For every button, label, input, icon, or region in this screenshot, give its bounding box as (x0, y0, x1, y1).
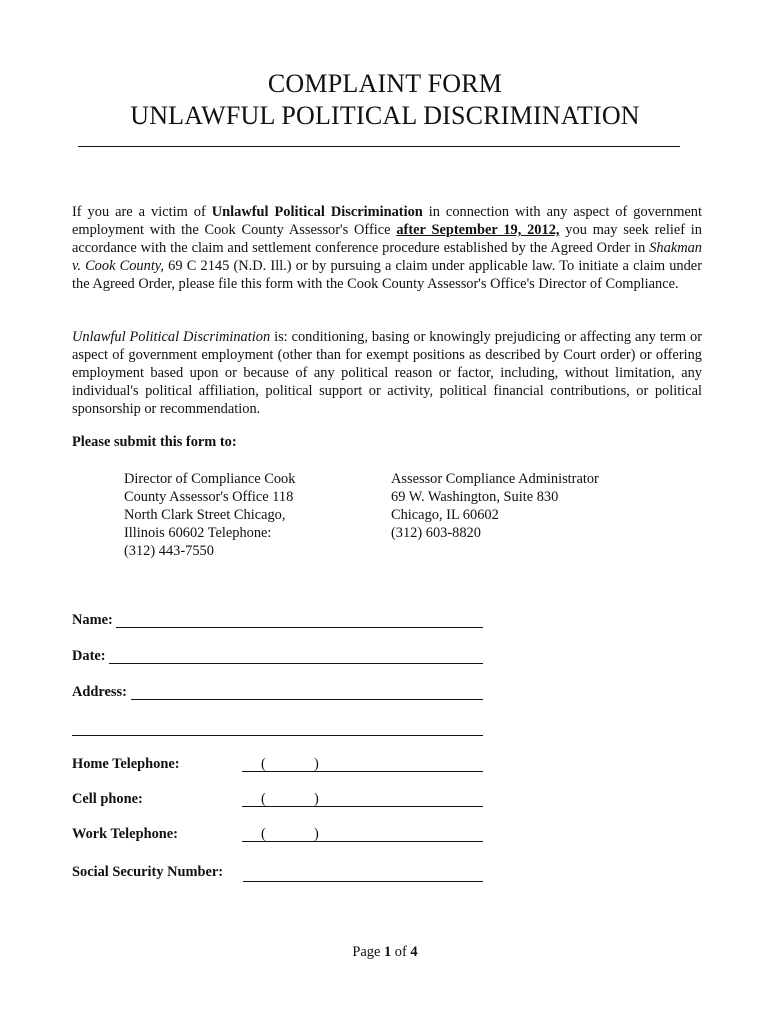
address-right-line: Chicago, IL 60602 (391, 507, 499, 523)
address-left-line: Director of Compliance Cook (124, 471, 296, 487)
address-left-line: North Clark Street Chicago, (124, 507, 286, 523)
page-word: Page (352, 944, 381, 960)
title-divider (78, 146, 680, 147)
intro-bold-term: Unlawful Political Discrimination (211, 204, 423, 220)
work-telephone-input-line[interactable] (242, 841, 483, 842)
of-word: of (394, 944, 407, 960)
cell-area-code-close: ) (314, 791, 319, 807)
address-right-line: Assessor Compliance Administrator (391, 471, 599, 487)
ssn-label: Social Security Number: (72, 864, 224, 880)
address-input-line-1[interactable] (131, 699, 483, 700)
address-right-line: (312) 603-8820 (391, 525, 481, 541)
home-telephone-input-line[interactable] (242, 771, 483, 772)
address-left-line: County Assessor's Office 118 (124, 489, 294, 505)
cell-phone-label: Cell phone: (72, 791, 143, 807)
intro-text-2: in connection with any aspect of government employment with the Cook County Assessor's Office (72, 204, 702, 238)
cell-area-code-open: ( (261, 791, 266, 807)
work-area-code-open: ( (261, 826, 266, 842)
work-telephone-label: Work Telephone: (72, 826, 178, 842)
page-number: 1 (383, 944, 392, 960)
address-left-block (124, 470, 324, 560)
address-input-line-2[interactable] (72, 735, 483, 736)
address-left-line: Illinois 60602 Telephone: (124, 525, 272, 541)
submit-heading: Please submit this form to: (72, 434, 237, 450)
intro-text-1: If you are a victim of (72, 204, 212, 220)
date-input-line[interactable] (109, 663, 483, 664)
home-area-code-close: ) (314, 756, 319, 772)
address-left-line: (312) 443-7550 (124, 543, 214, 559)
intro-paragraph (72, 203, 702, 293)
form-title-line2: UNLAWFUL POLITICAL DISCRIMINATION (130, 101, 640, 130)
ssn-input-line[interactable] (243, 881, 483, 882)
page-total: 4 (410, 944, 418, 960)
address-right-block (391, 470, 631, 542)
intro-case-name: Shakman v. Cook County, (72, 240, 702, 274)
home-telephone-label: Home Telephone: (72, 756, 180, 772)
address-right-line: 69 W. Washington, Suite 830 (391, 489, 559, 505)
name-label: Name: (72, 612, 113, 628)
name-input-line[interactable] (116, 627, 483, 628)
intro-text-4: 69 C 2145 (N.D. Ill.) or by pursuing a claim under applicable law. To initiate a claim under the Agreed Order, please file this form with the Cook County Assessor's Office's Director of Compliance. (72, 258, 702, 292)
intro-date-underlined: after September 19, 2012, (396, 222, 560, 238)
work-area-code-close: ) (314, 826, 319, 842)
date-label: Date: (72, 648, 106, 664)
page-footer (0, 944, 770, 961)
cell-phone-input-line[interactable] (242, 806, 483, 807)
definition-text: is: conditioning, basing or knowingly prejudicing or affecting any term or aspect of government employment (other than for exempt positions as described by Court order) or offering employment based upon or because of any political reason or factor, including, without limitation, any individual's political affiliation, political support or activity, political financial contributions, or political sponsorship or recommendation. (72, 329, 702, 417)
intro-text-3: you may seek relief in accordance with the claim and settlement conference procedure established by the Agreed Order in (72, 222, 702, 256)
definition-paragraph (72, 328, 702, 418)
address-label: Address: (72, 684, 127, 700)
home-area-code-open: ( (261, 756, 266, 772)
form-title-line1: COMPLAINT FORM (267, 69, 503, 98)
definition-term: Unlawful Political Discrimination (72, 329, 271, 345)
